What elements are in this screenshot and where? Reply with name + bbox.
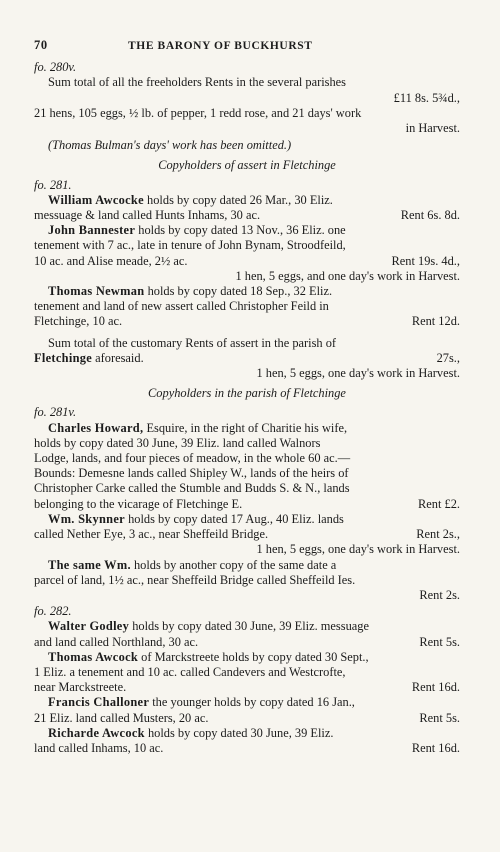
holder-name: John Bannester (48, 223, 136, 238)
right-aligned-line: 1 hen, 5 eggs, one day's work in Harvest. (256, 366, 460, 381)
holder-name: Francis Challoner (48, 695, 150, 710)
continuation-line: holds by copy dated 30 June, 39 Eliz. land called Walnors (34, 435, 321, 450)
holder-name: Walter Godley (48, 619, 130, 634)
rent-amount: 27s., (436, 350, 460, 365)
entry-first-line (34, 421, 460, 436)
text-line-with-rent (34, 711, 460, 726)
line-text (34, 497, 242, 512)
continuation-line: tenement with 7 ac., late in tenure of John Bynam, Stroodfeild, (34, 238, 346, 253)
rent-amount: Rent 16d. (411, 740, 460, 755)
rent-amount: Rent £2. (418, 496, 460, 511)
rent-amount: Rent 16d. (411, 680, 460, 695)
continuation-line: parcel of land, 1½ ac., near Sheffeild Bridge called Sheffeild Ies. (34, 572, 356, 587)
continuation-line: Bounds: Demesne lands called Shipley W., lands of the heirs of (34, 466, 349, 481)
line-text (34, 351, 144, 366)
entry-first-line (34, 650, 460, 665)
entry-text: holds by copy dated 30 June, 39 Eliz. messuage (129, 619, 369, 634)
section-heading: Copyholders in the parish of Fletchinge (148, 386, 346, 401)
paragraph-line: Sum total of the customary Rents of assert in the parish of (48, 335, 337, 350)
continuation-line: 1 Eliz. a tenement and 10 ac. called Candevers and Westcrofte, (34, 664, 346, 679)
line-text (34, 254, 187, 269)
right-aligned-line: £11 8s. 5¾d., (393, 90, 460, 105)
line-text-body: aforesaid. (92, 350, 144, 365)
text-line-with-rent (34, 635, 460, 650)
text-line-with-rent (34, 741, 460, 756)
right-aligned-line: 1 hen, 5 eggs, and one day's work in Harvest. (235, 268, 460, 283)
line-text (34, 741, 163, 756)
section-heading: Copyholders of assert in Fletchinge (158, 158, 336, 173)
entry-first-line (34, 726, 460, 741)
rent-amount: Rent 19s. 4d., (391, 253, 460, 268)
text-line-with-rent (34, 351, 460, 366)
line-text-body: 21 Eliz. land called Musters, 20 ac. (34, 710, 209, 725)
parish-name: Fletchinge (34, 350, 93, 365)
text-line-with-rent (34, 314, 460, 329)
line-text (34, 314, 122, 329)
page-number: 70 (34, 38, 48, 52)
rent-amount: Rent 5s. (419, 710, 460, 725)
holder-name: Thomas Awcock (48, 649, 139, 664)
line-text-body: Fletchinge, 10 ac. (34, 314, 123, 329)
holder-name: Richarde Awcock (48, 725, 145, 740)
continuation-line: tenement and land of new assert called Christopher Feild in (34, 299, 329, 314)
line-text-body: messuage & land called Hunts Inhams, 30 ac. (34, 208, 261, 223)
right-aligned-line: 1 hen, 5 eggs, one day's work in Harvest. (256, 542, 460, 557)
folio-reference: fo. 281. (34, 177, 72, 192)
holder-name: Wm. Skynner (48, 511, 125, 526)
entry-text: Esquire, in the right of Charitie his wife, (143, 420, 348, 435)
folio-reference: fo. 281v. (34, 405, 77, 420)
rent-amount: Rent 12d. (411, 314, 460, 329)
entry-first-line (34, 695, 460, 710)
rent-amount: Rent 2s., (416, 527, 460, 542)
running-title: THE BARONY OF BUCKHURST (128, 40, 313, 52)
text-line-with-rent (34, 527, 460, 542)
line-text-body: land called Inhams, 10 ac. (34, 740, 164, 755)
entry-first-line (34, 193, 460, 208)
entry-text: of Marckstreete holds by copy dated 30 Sept., (138, 649, 369, 664)
page-body (34, 60, 460, 756)
entry-text: holds by copy dated 13 Nov., 36 Eliz. one (135, 223, 346, 238)
line-text-body: belonging to the vicarage of Fletchinge E. (34, 496, 243, 511)
holder-name: The same Wm. (48, 557, 131, 572)
line-text-body: called Nether Eye, 3 ac., near Sheffeild Bridge. (34, 527, 269, 542)
folio-reference: fo. 280v. (34, 60, 77, 75)
line-text-body: and land called Northland, 30 ac. (34, 634, 199, 649)
text-line-with-rent (34, 680, 460, 695)
text-line-with-rent (34, 497, 460, 512)
continuation-line: Christopher Carke called the Stumble and Budds S. & N., lands (34, 481, 350, 496)
entry-text: holds by copy dated 26 Mar., 30 Eliz. (143, 192, 333, 207)
line-text (34, 635, 198, 650)
editorial-note: (Thomas Bulman's days' work has been omitted.) (48, 138, 292, 153)
entry-text: holds by copy dated 30 June, 39 Eliz. (144, 725, 334, 740)
text-line-with-rent (34, 208, 460, 223)
rent-amount: Rent 5s. (419, 634, 460, 649)
entry-text: holds by copy dated 18 Sep., 32 Eliz. (144, 284, 333, 299)
running-header (34, 38, 460, 54)
line-text (34, 711, 208, 726)
folio-reference: fo. 282. (34, 604, 72, 619)
rent-amount: Rent 6s. 8d. (400, 208, 460, 223)
entry-text: the younger holds by copy dated 16 Jan., (149, 695, 355, 710)
holder-name: Charles Howard, (48, 420, 144, 435)
entry-first-line (34, 512, 460, 527)
holder-name: William Awcocke (48, 192, 144, 207)
line-text (34, 527, 268, 542)
line-text-body: 10 ac. and Alise meade, 2½ ac. (34, 253, 188, 268)
entry-text: holds by another copy of the same date a (130, 557, 337, 572)
right-aligned-line: Rent 2s. (419, 587, 460, 602)
line-text (34, 680, 126, 695)
entry-first-line (34, 619, 460, 634)
continuation-line: Lodge, lands, and four pieces of meadow, in the whole 60 ac.— (34, 451, 351, 466)
entry-text: holds by copy dated 17 Aug., 40 Eliz. lands (124, 511, 344, 526)
right-aligned-line: in Harvest. (405, 121, 460, 136)
paragraph-line: Sum total of all the freeholders Rents in the several parishes (48, 75, 346, 90)
line-text-body: near Marckstreete. (34, 680, 127, 695)
entry-first-line (34, 223, 460, 238)
continuation-line: 21 hens, 105 eggs, ½ lb. of pepper, 1 redd rose, and 21 days' work (34, 105, 362, 120)
entry-first-line (34, 558, 460, 573)
line-text (34, 208, 260, 223)
entry-first-line (34, 284, 460, 299)
holder-name: Thomas Newman (48, 284, 145, 299)
text-line-with-rent (34, 254, 460, 269)
